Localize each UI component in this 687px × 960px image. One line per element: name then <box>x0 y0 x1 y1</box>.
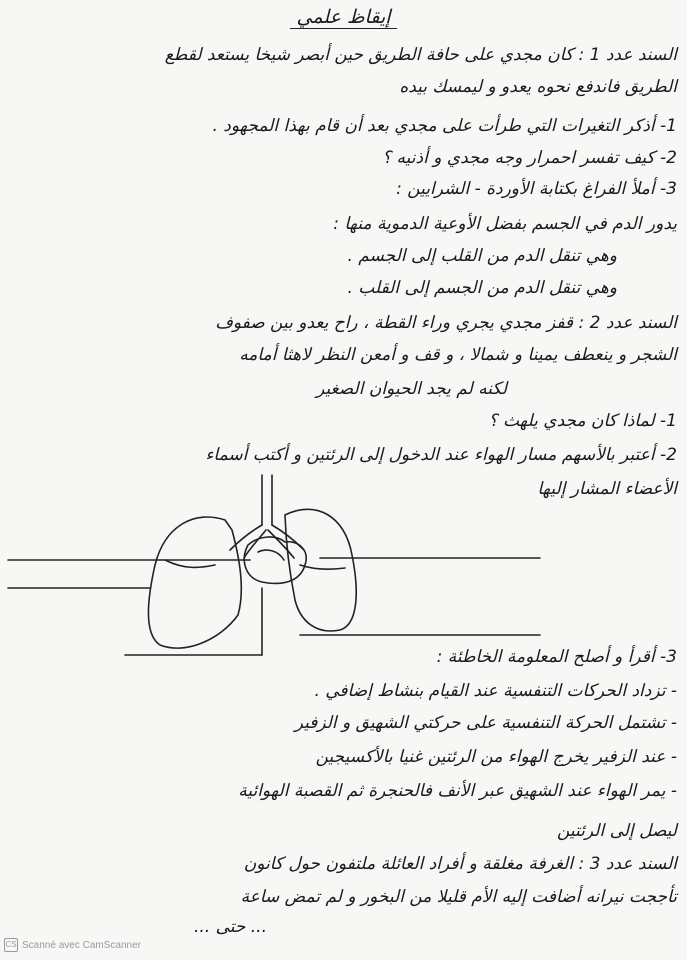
statement-line: - عند الزفير يخرج الهواء من الرئتين غنيا بالأكسيجين <box>315 747 677 767</box>
question-line: 1- لماذا كان مجدي يلهث ؟ <box>488 411 677 431</box>
text-line: يدور الدم في الجسم بفضل الأوعية الدموية منها : <box>333 214 677 234</box>
question-line: 3- أملأ الفراغ بكتابة الأوردة - الشرايين : <box>396 179 677 199</box>
scanner-watermark <box>4 938 141 952</box>
text-line: الشجر و ينعطف يمينا و شمالا ، و قف و أمعن النظر لاهثا أمامه <box>239 345 677 365</box>
text-line: السند عدد 3 : الغرفة مغلقة و أفراد العائلة ملتفون حول كانون <box>243 854 677 874</box>
text-line: تأججت نيرانه أضافت إليه الأم قليلا من البخور و لم تمض ساعة <box>240 887 677 907</box>
trachea-shape <box>262 475 272 525</box>
question-line: 1- أذكر التغيرات التي طرأت على مجدي بعد أن قام بهذا المجهود . <box>212 116 677 136</box>
statement-line: - يمر الهواء عند الشهيق عبر الأنف فالحنجرة ثم القصبة الهوائية <box>238 781 677 801</box>
statement-line: - تشتمل الحركة التنفسية على حركتي الشهيق و الزفير <box>294 713 677 733</box>
right-lung-shape <box>285 509 356 631</box>
statement-line: ليصل إلى الرئتين <box>556 821 677 841</box>
camscanner-icon: CS <box>4 938 18 952</box>
text-line: ... حتى ... <box>193 917 267 937</box>
text-line: السند عدد 1 : كان مجدي على حافة الطريق حين أبصر شيخا يستعد لقطع <box>164 45 677 65</box>
question-line: الأعضاء المشار إليها <box>537 479 677 499</box>
statement-line: - تزداد الحركات التنفسية عند القيام بنشاط إضافي . <box>314 681 677 701</box>
question-line: 2- كيف تفسر احمرار وجه مجدي و أذنيه ؟ <box>382 148 677 168</box>
fill-blank-line: وهي تنقل الدم من القلب إلى الجسم . <box>347 246 617 266</box>
text-line: لكنه لم يجد الحيوان الصغير <box>316 379 507 399</box>
text-line: السند عدد 2 : قفز مجدي يجري وراء القطة ، راح يعدو بين صفوف <box>215 313 677 333</box>
scanner-text: Scanné avec CamScanner <box>22 939 141 951</box>
text-line: الطريق فاندفع نحوه يعدو و ليمسك بيده <box>399 77 677 97</box>
page-title: إيقاظ علمي <box>0 6 687 28</box>
question-line: 3- أقرأ و أصلح المعلومة الخاطئة : <box>436 647 677 667</box>
left-lung-shape <box>148 517 241 648</box>
fill-blank-line: وهي تنقل الدم من الجسم إلى القلب . <box>347 278 617 298</box>
question-line: 2- أعتبر بالأسهم مسار الهواء عند الدخول إلى الرئتين و أكتب أسماء <box>205 445 677 465</box>
lungs-diagram <box>0 470 687 670</box>
